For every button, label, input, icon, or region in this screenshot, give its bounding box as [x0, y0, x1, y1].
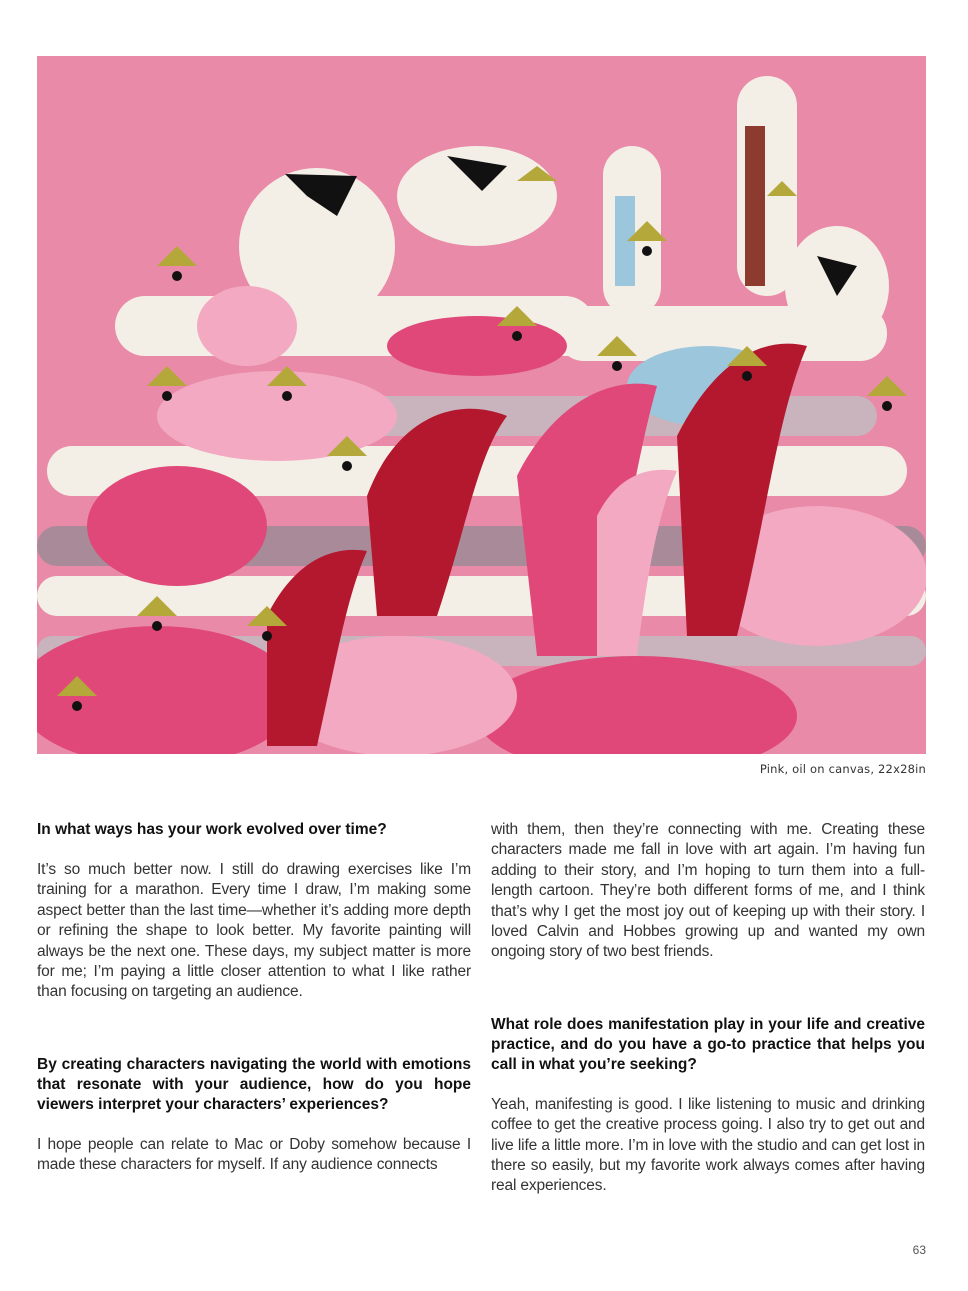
question-heading: In what ways has your work evolved over time?: [37, 821, 387, 838]
answer-paragraph: Yeah, manifesting is good. I like listening to music and drinking coffee to get the creative process going. I also try to get out and live life a little more. I’m in love with the studio and can get lost in there so easily, but my favorite work always comes after having real experiences.: [491, 1095, 925, 1195]
question-heading: What role does manifestation play in your life and creative practice, and do you have a go-to practice that helps you call in what you’re seeking?: [491, 1015, 925, 1073]
answer-paragraph: with them, then they’re connecting with me. Creating these characters made me fall in love with art again. I’m having fun adding to their story, and I’m hoping to turn them into a full-length cartoon. They’re both different forms of me, and I think that’s why I get the most joy out of keeping up with their story. I loved Calvin and Hobbes growing up and wanted my own ongoing story of two best friends.: [491, 821, 925, 961]
answer-paragraph: I hope people can relate to Mac or Doby somehow because I made these characters for myself. If any audience connects: [37, 1135, 471, 1174]
question-heading: By creating characters navigating the world with emotions that resonate with your audience, how do you hope viewers interpret your characters’ experiences?: [37, 1055, 471, 1113]
answer-paragraph: It’s so much better now. I still do drawing exercises like I’m training for a marathon. Every time I draw, I’m making some aspect better than the last time—whether it’s adding more depth or refining the shape to look better. My favorite painting will always be the next one. These days, my subject matter is more for me; I’m paying a little closer attention to what I like rather than focusing on targeting an audience.: [37, 861, 471, 1001]
right-column: [491, 820, 925, 1197]
artwork-caption: Pink, oil on canvas, 22x28in: [759, 762, 926, 776]
page-number: 63: [912, 1243, 926, 1257]
painting-image: [37, 56, 926, 754]
left-column: [37, 820, 471, 1176]
painting-illustration: [37, 56, 926, 754]
